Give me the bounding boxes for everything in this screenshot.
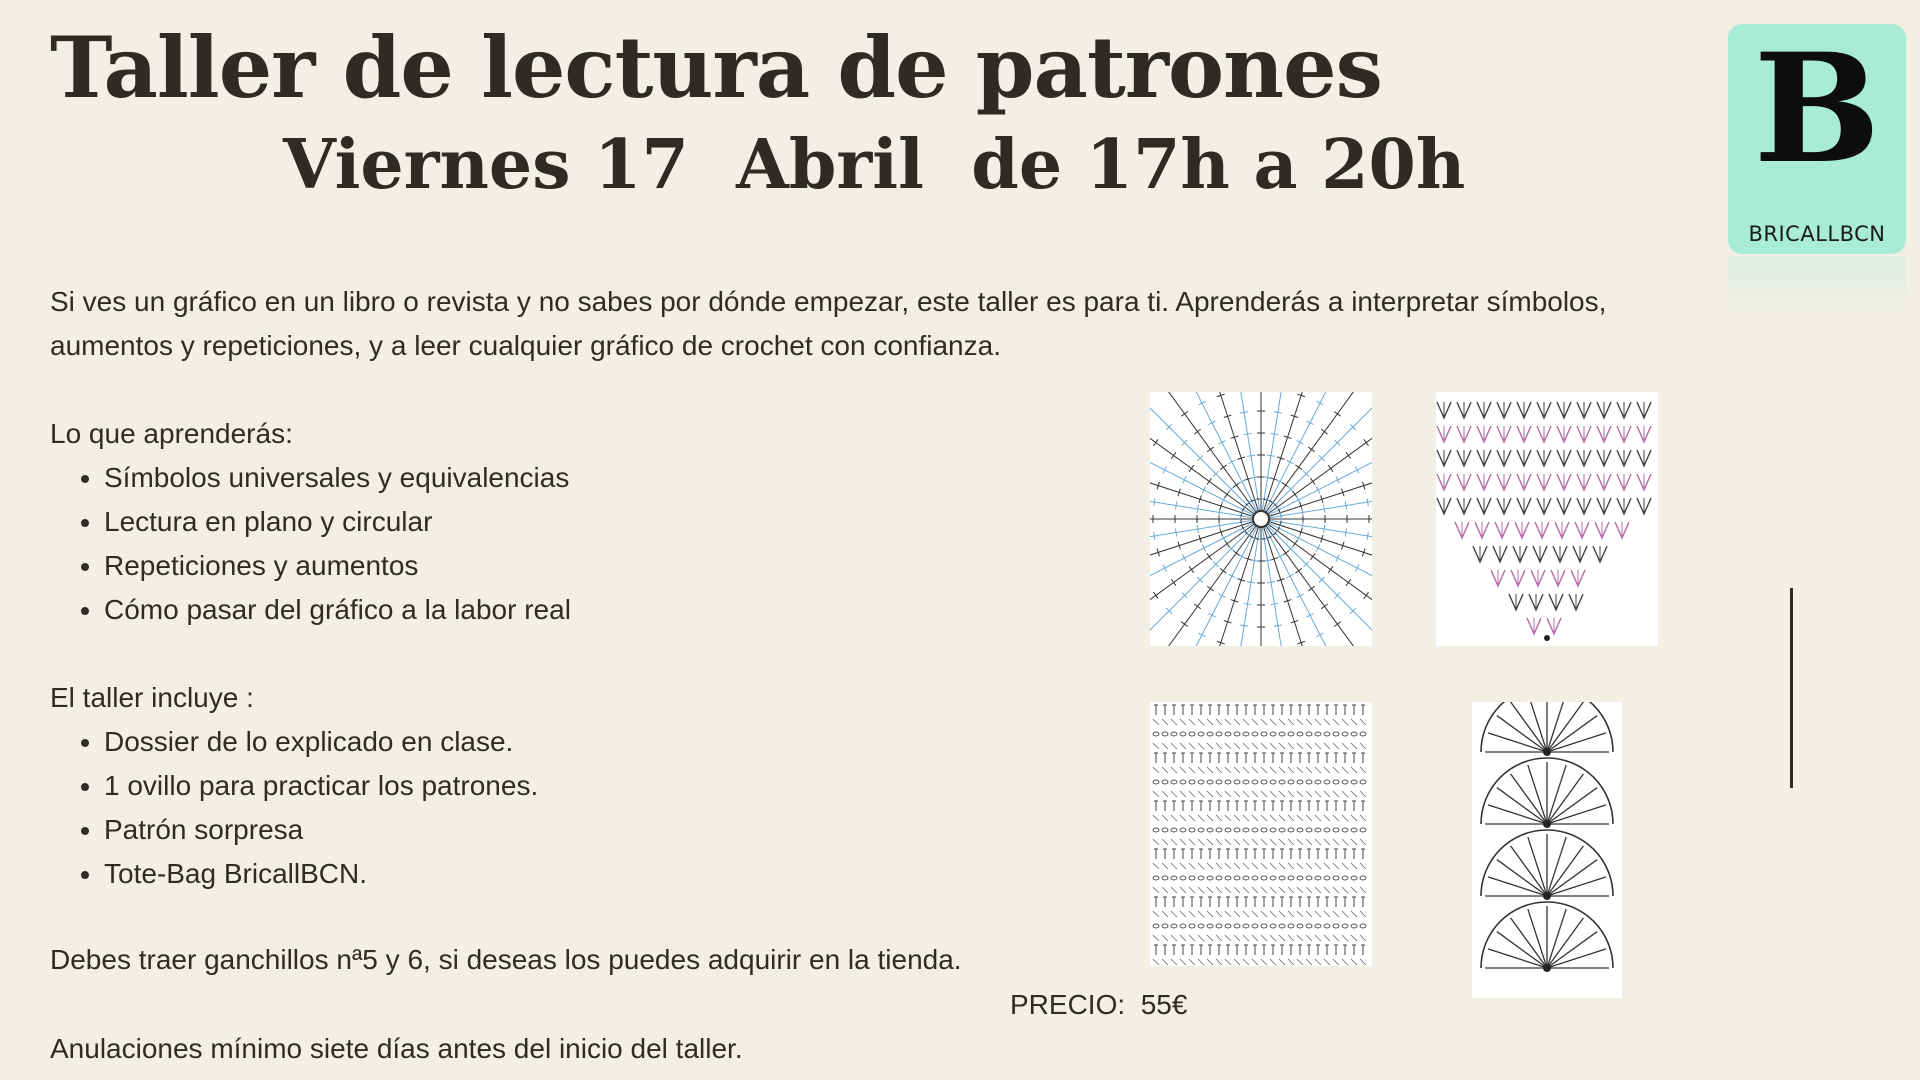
- cancellation-note: Anulaciones mínimo siete días antes del inicio del taller.: [50, 1033, 743, 1064]
- bricallbcn-logo: [1728, 21, 1906, 254]
- learn-section: [50, 412, 571, 632]
- includes-heading: El taller incluye :: [50, 682, 254, 713]
- fan-stitch-chart-image: [1472, 702, 1622, 998]
- logo-reflection: [1728, 256, 1906, 316]
- includes-section: [50, 676, 538, 896]
- bring-note: Debes traer ganchillos nª5 y 6, si deseas los puedes adquirir en la tienda.: [50, 944, 962, 975]
- list-item: • 1 ovillo para practicar los patrones.: [104, 764, 538, 808]
- triangle-crochet-chart-image: [1436, 392, 1658, 646]
- logo-monogram: B: [1753, 21, 1881, 197]
- intro-paragraph: Si ves un gráfico en un libro o revista y no sabes por dónde empezar, este taller es para ti. Aprenderás a interpretar símbolos, aumentos y repeticiones, y a leer cualquier gráfico de crochet con confianza.: [50, 286, 1607, 361]
- page-title: Taller de lectura de patrones: [50, 18, 1382, 117]
- learn-list: [50, 456, 571, 632]
- list-item: • Cómo pasar del gráfico a la labor real: [104, 588, 571, 632]
- list-item: • Dossier de lo explicado en clase.: [104, 720, 538, 764]
- circular-crochet-chart-image: [1150, 392, 1372, 646]
- list-item: • Lectura en plano y circular: [104, 500, 571, 544]
- learn-heading: Lo que aprenderás:: [50, 418, 293, 449]
- list-item: • Repeticiones y aumentos: [104, 544, 571, 588]
- list-item: • Tote-Bag BricallBCN.: [104, 852, 538, 896]
- list-item: • Patrón sorpresa: [104, 808, 538, 852]
- price-label: PRECIO: 55€: [1010, 989, 1188, 1020]
- stitch-rows-chart-image: [1150, 702, 1372, 966]
- event-date: Viernes 17 Abril de 17h a 20h: [283, 125, 1466, 205]
- includes-list: [50, 720, 538, 896]
- logo-wordmark: BRICALLBCN: [1748, 222, 1886, 246]
- vertical-divider: [1790, 588, 1793, 788]
- list-item: • Símbolos universales y equivalencias: [104, 456, 571, 500]
